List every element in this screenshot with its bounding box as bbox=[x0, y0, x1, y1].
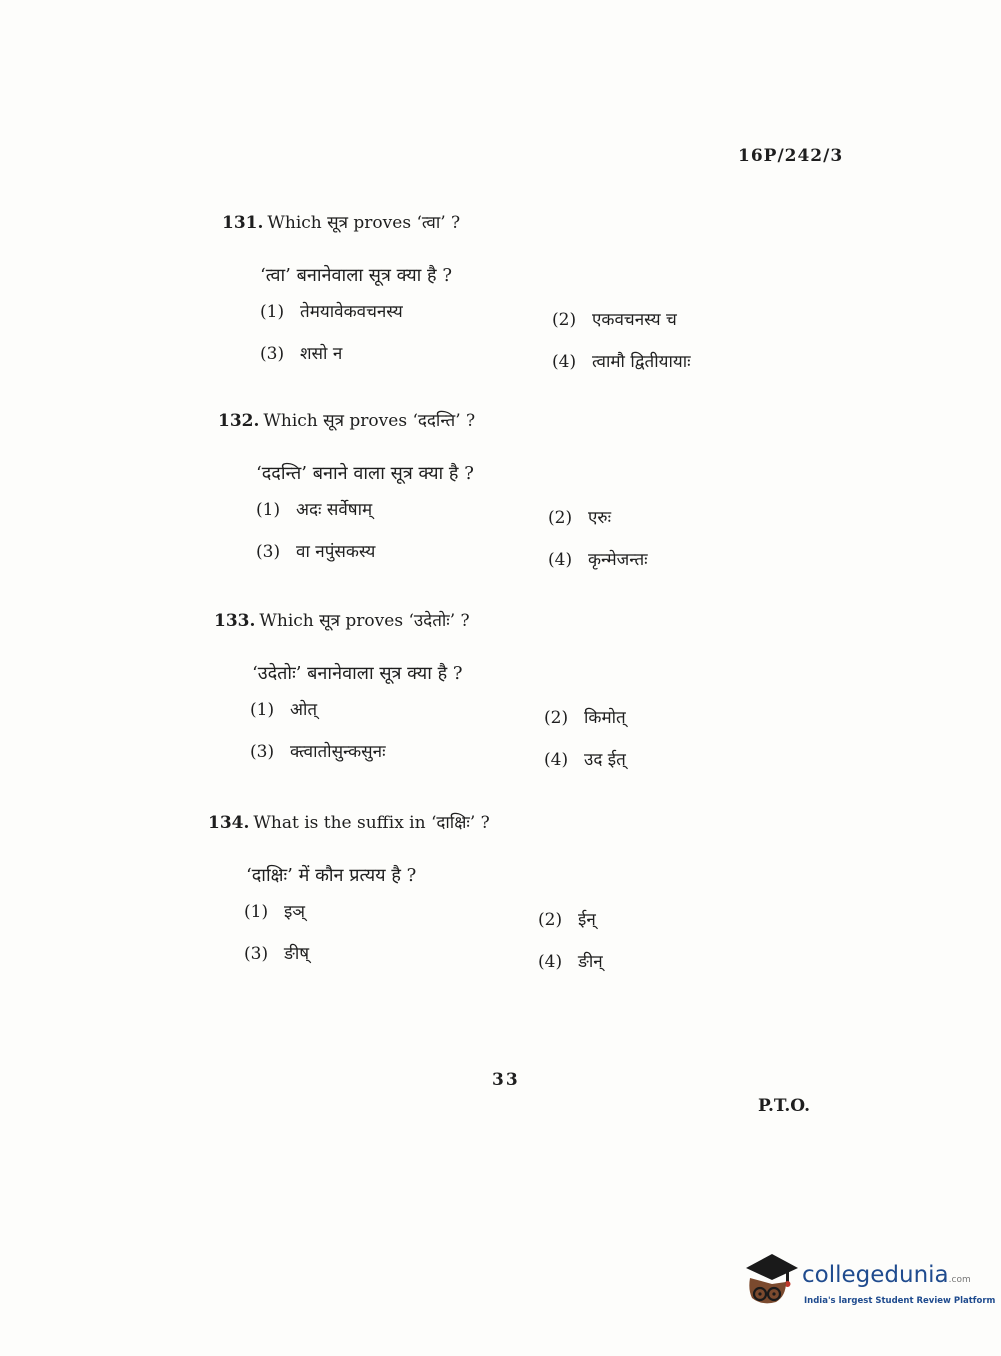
question-hindi: ‘त्वा’ बनानेवाला सूत्र क्या है ? bbox=[260, 265, 452, 286]
question-text: Which सूत्र proves ‘ददन्ति’ ? bbox=[263, 411, 476, 431]
question-133 bbox=[214, 608, 894, 792]
question-text: Which सूत्र proves ‘त्वा’ ? bbox=[267, 213, 461, 233]
question-hindi: ‘दाक्षिः’ में कौन प्रत्यय है ? bbox=[246, 865, 417, 886]
question-134 bbox=[208, 810, 888, 994]
question-number: 131. bbox=[222, 213, 264, 233]
options bbox=[222, 299, 902, 394]
logo-brand: collegedunia.com bbox=[802, 1262, 971, 1288]
question-132 bbox=[218, 408, 898, 592]
pto-label: P.T.O. bbox=[758, 1096, 810, 1116]
option-3: (3) वा नपुंसकस्य bbox=[256, 542, 376, 562]
option-4: (4) कृन्मेजन्तः bbox=[548, 550, 648, 570]
question-number: 134. bbox=[208, 813, 250, 833]
logo-tagline: India's largest Student Review Platform bbox=[804, 1296, 996, 1306]
option-1: (1) ओत् bbox=[250, 700, 318, 720]
option-3: (3) शसो न bbox=[260, 344, 343, 364]
question-english bbox=[208, 810, 888, 833]
option-3: (3) ङीष् bbox=[244, 944, 310, 964]
question-hindi: ‘ददन्ति’ बनाने वाला सूत्र क्या है ? bbox=[256, 463, 474, 484]
question-text: What is the suffix in ‘दाक्षिः’ ? bbox=[253, 813, 490, 833]
paper-code: 16P/242/3 bbox=[738, 146, 844, 166]
option-2: (2) एरुः bbox=[548, 508, 612, 528]
page-number: 33 bbox=[492, 1070, 520, 1090]
options bbox=[208, 899, 888, 994]
question-english bbox=[214, 608, 894, 631]
question-english bbox=[222, 210, 902, 233]
option-1: (1) तेमयावेकवचनस्य bbox=[260, 302, 403, 322]
option-3: (3) क्त्वातोसुन्कसुनः bbox=[250, 742, 386, 762]
option-4: (4) उद ईत् bbox=[544, 750, 626, 770]
option-2: (2) एकवचनस्य च bbox=[552, 310, 677, 330]
question-number: 132. bbox=[218, 411, 260, 431]
option-2: (2) ईन् bbox=[538, 910, 596, 930]
question-131 bbox=[222, 210, 902, 394]
option-2: (2) किमोत् bbox=[544, 708, 626, 728]
options bbox=[214, 697, 894, 792]
question-english bbox=[218, 408, 898, 431]
question-number: 133. bbox=[214, 611, 256, 631]
option-4: (4) ङीन् bbox=[538, 952, 603, 972]
option-4: (4) त्वामौ द्वितीयायाः bbox=[552, 352, 691, 372]
options bbox=[218, 497, 898, 592]
question-hindi: ‘उदेतोः’ बनानेवाला सूत्र क्या है ? bbox=[252, 663, 463, 684]
mascot-icon bbox=[742, 1250, 802, 1314]
option-1: (1) इञ् bbox=[244, 902, 305, 922]
collegedunia-logo bbox=[742, 1250, 996, 1320]
option-1: (1) अदः सर्वेषाम् bbox=[256, 500, 373, 520]
question-text: Which सूत्र proves ‘उदेतोः’ ? bbox=[259, 611, 470, 631]
